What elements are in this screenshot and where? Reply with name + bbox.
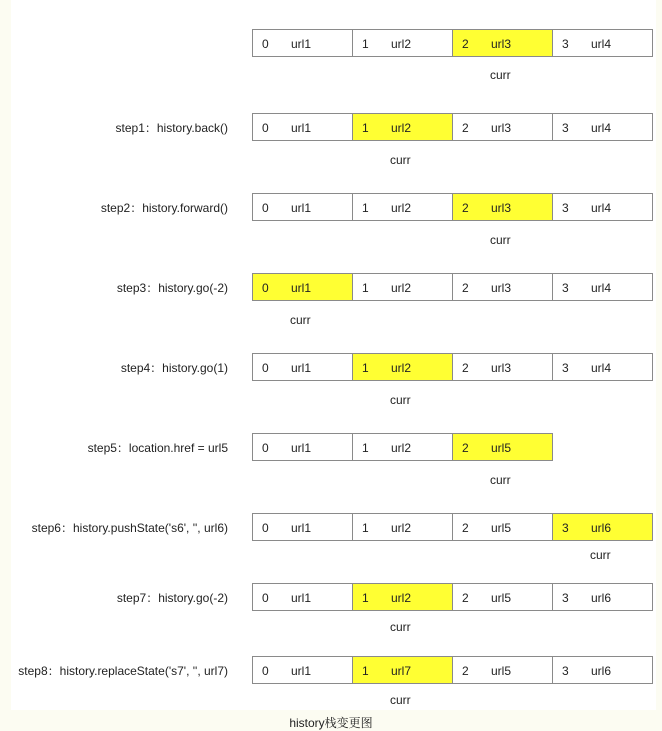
entry-url: url7 xyxy=(391,664,412,678)
entry-url: url2 xyxy=(391,201,412,215)
entry-url: url3 xyxy=(491,37,512,51)
history-entry-cell xyxy=(352,353,453,381)
entry-url: url6 xyxy=(591,591,612,605)
history-entry-cell xyxy=(352,513,453,541)
history-entry-cell xyxy=(252,273,353,301)
entry-index: 2 xyxy=(462,664,469,678)
history-entry-cell xyxy=(352,113,453,141)
history-entry-cell xyxy=(452,29,553,57)
history-entry-cell xyxy=(452,273,553,301)
entry-url: url1 xyxy=(291,201,312,215)
entry-index: 0 xyxy=(262,37,269,51)
entry-url: url4 xyxy=(591,281,612,295)
curr-pointer-label: curr xyxy=(490,68,511,82)
entry-index: 0 xyxy=(262,441,269,455)
curr-pointer-label: curr xyxy=(390,153,411,167)
entry-url: url1 xyxy=(291,441,312,455)
history-entry-cell xyxy=(552,656,653,684)
entry-index: 2 xyxy=(462,591,469,605)
history-entry-cell xyxy=(352,193,453,221)
curr-pointer-label: curr xyxy=(490,233,511,247)
entry-index: 2 xyxy=(462,441,469,455)
history-entry-cell xyxy=(352,29,453,57)
step-label: step3：history.go(-2) xyxy=(116,281,228,295)
entry-url: url1 xyxy=(291,591,312,605)
history-entry-cell xyxy=(352,273,453,301)
entry-url: url2 xyxy=(391,361,412,375)
entry-index: 0 xyxy=(262,281,269,295)
step-label: step8：history.replaceState('s7', '', url7) xyxy=(18,664,228,678)
entry-index: 2 xyxy=(462,37,469,51)
history-entry-cell xyxy=(352,583,453,611)
entry-index: 3 xyxy=(562,37,569,51)
history-entry-cell xyxy=(452,193,553,221)
entry-url: url1 xyxy=(291,37,312,51)
entry-url: url1 xyxy=(291,521,312,535)
entry-index: 1 xyxy=(362,591,369,605)
history-entry-cell xyxy=(252,656,353,684)
history-entry-cell xyxy=(552,273,653,301)
entry-index: 2 xyxy=(462,281,469,295)
history-entry-cell xyxy=(452,353,553,381)
entry-url: url4 xyxy=(591,121,612,135)
entry-url: url5 xyxy=(491,441,512,455)
history-entry-cell xyxy=(552,353,653,381)
entry-index: 3 xyxy=(562,521,569,535)
history-entry-cell xyxy=(552,29,653,57)
history-entry-cell xyxy=(352,656,453,684)
history-entry-cell xyxy=(252,193,353,221)
entry-index: 2 xyxy=(462,201,469,215)
entry-index: 2 xyxy=(462,521,469,535)
entry-url: url4 xyxy=(591,361,612,375)
entry-index: 0 xyxy=(262,361,269,375)
history-entry-cell xyxy=(352,433,453,461)
entry-url: url2 xyxy=(391,521,412,535)
history-entry-cell xyxy=(252,353,353,381)
step-label: step4：history.go(1) xyxy=(120,361,228,375)
entry-index: 0 xyxy=(262,521,269,535)
entry-index: 0 xyxy=(262,664,269,678)
entry-url: url6 xyxy=(591,521,612,535)
history-entry-cell xyxy=(552,193,653,221)
curr-pointer-label: curr xyxy=(390,393,411,407)
entry-index: 1 xyxy=(362,441,369,455)
entry-url: url3 xyxy=(491,361,512,375)
entry-index: 1 xyxy=(362,361,369,375)
entry-url: url2 xyxy=(391,37,412,51)
history-entry-cell xyxy=(452,113,553,141)
entry-url: url1 xyxy=(291,664,312,678)
entry-index: 1 xyxy=(362,201,369,215)
entry-url: url1 xyxy=(291,361,312,375)
entry-url: url4 xyxy=(591,37,612,51)
step-label: step1：history.back() xyxy=(115,121,228,135)
entry-index: 1 xyxy=(362,281,369,295)
entry-url: url6 xyxy=(591,664,612,678)
history-entry-cell xyxy=(452,433,553,461)
entry-url: url1 xyxy=(291,121,312,135)
history-entry-cell xyxy=(452,583,553,611)
entry-index: 0 xyxy=(262,591,269,605)
history-entry-cell xyxy=(252,29,353,57)
step-label: step6：history.pushState('s6', '', url6) xyxy=(31,521,228,535)
entry-url: url5 xyxy=(491,521,512,535)
diagram-caption: history栈变更图 xyxy=(289,716,373,730)
entry-index: 1 xyxy=(362,521,369,535)
curr-pointer-label: curr xyxy=(590,548,611,562)
history-entry-cell xyxy=(252,113,353,141)
entry-index: 3 xyxy=(562,281,569,295)
entry-url: url1 xyxy=(291,281,312,295)
history-entry-cell xyxy=(252,513,353,541)
entry-url: url5 xyxy=(491,664,512,678)
entry-index: 2 xyxy=(462,121,469,135)
entry-index: 3 xyxy=(562,361,569,375)
history-entry-cell xyxy=(552,513,653,541)
entry-index: 3 xyxy=(562,121,569,135)
history-entry-cell xyxy=(452,656,553,684)
entry-index: 1 xyxy=(362,121,369,135)
curr-pointer-label: curr xyxy=(290,313,311,327)
history-entry-cell xyxy=(552,583,653,611)
curr-pointer-label: curr xyxy=(390,620,411,634)
entry-url: url2 xyxy=(391,281,412,295)
history-entry-cell xyxy=(252,583,353,611)
entry-index: 2 xyxy=(462,361,469,375)
entry-url: url4 xyxy=(591,201,612,215)
entry-url: url3 xyxy=(491,281,512,295)
entry-url: url5 xyxy=(491,591,512,605)
history-entry-cell xyxy=(552,113,653,141)
step-label: step2：history.forward() xyxy=(100,201,228,215)
step-label: step7：history.go(-2) xyxy=(116,591,228,605)
history-entry-cell xyxy=(252,433,353,461)
entry-index: 0 xyxy=(262,121,269,135)
entry-url: url2 xyxy=(391,591,412,605)
entry-url: url2 xyxy=(391,121,412,135)
entry-index: 1 xyxy=(362,37,369,51)
step-label: step5：location.href = url5 xyxy=(87,441,228,455)
entry-url: url3 xyxy=(491,201,512,215)
curr-pointer-label: curr xyxy=(490,473,511,487)
entry-index: 3 xyxy=(562,664,569,678)
curr-pointer-label: curr xyxy=(390,693,411,707)
entry-index: 3 xyxy=(562,201,569,215)
entry-url: url3 xyxy=(491,121,512,135)
entry-index: 3 xyxy=(562,591,569,605)
history-entry-cell xyxy=(452,513,553,541)
entry-index: 0 xyxy=(262,201,269,215)
entry-url: url2 xyxy=(391,441,412,455)
entry-index: 1 xyxy=(362,664,369,678)
